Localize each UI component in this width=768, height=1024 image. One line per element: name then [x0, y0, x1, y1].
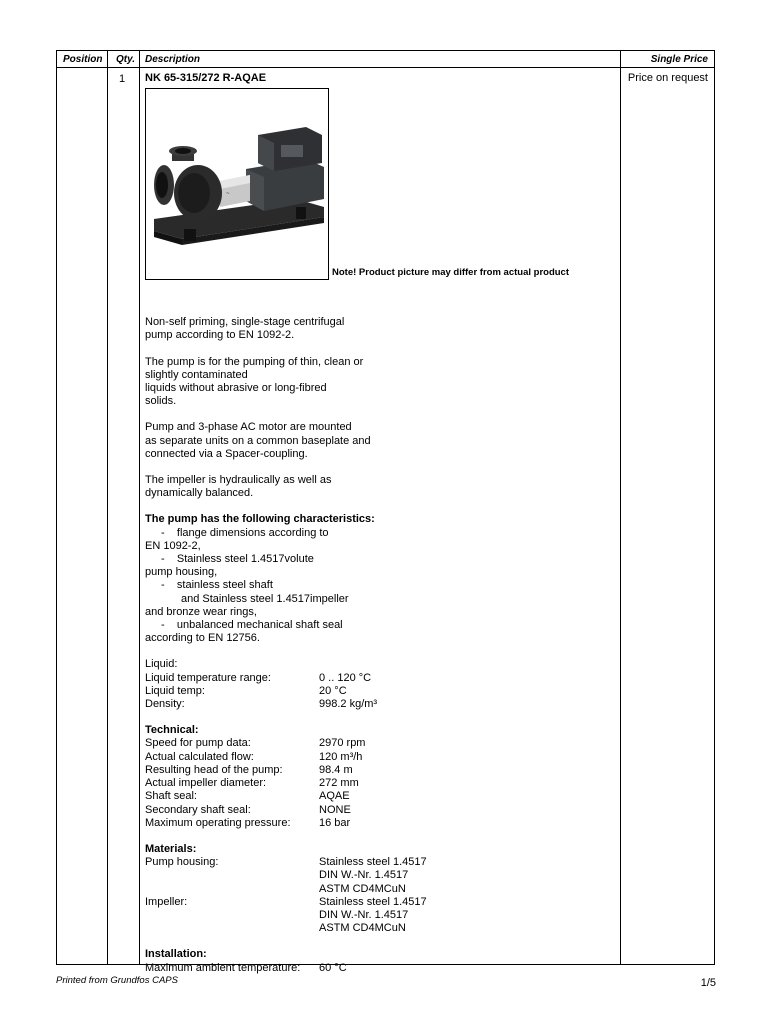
dash: - [161, 553, 165, 566]
intro-line-2: pump according to EN 1092-2. [145, 329, 295, 342]
characteristic-sub: and Stainless steel 1.4517impeller [181, 592, 349, 605]
dash: - [161, 526, 165, 539]
installation-heading: Installation: [145, 948, 207, 961]
spec-label: Speed for pump data: [145, 737, 251, 750]
spec-row [145, 737, 615, 750]
para3-line-3: connected via a Spacer-coupling. [145, 447, 308, 460]
characteristic-cont: pump housing, [145, 566, 218, 579]
page-number: 1/5 [700, 977, 716, 989]
column-divider-qty [139, 51, 140, 964]
spec-row [145, 751, 615, 764]
product-picture-frame [145, 88, 329, 280]
item-description [145, 72, 615, 975]
spec-row [145, 909, 615, 922]
spec-label: Secondary shaft seal: [145, 803, 251, 816]
spec-row [145, 764, 615, 777]
spec-row [145, 804, 615, 817]
quote-table [56, 50, 715, 974]
characteristic-item [145, 619, 615, 632]
materials-heading: Materials: [145, 842, 197, 855]
intro-line-1: Non-self priming, single-stage centrifugal [145, 316, 345, 329]
spec-row [145, 869, 615, 882]
para4-line-2: dynamically balanced. [145, 487, 254, 500]
spec-value: DIN W.-Nr. 1.4517 [319, 869, 409, 882]
characteristic-cont: and bronze wear rings, [145, 605, 257, 618]
column-divider-position [107, 51, 108, 964]
dash: - [161, 619, 165, 632]
para3-line-1: Pump and 3-phase AC motor are mounted [145, 421, 352, 434]
item-qty: 1 [119, 73, 126, 85]
spec-value: Stainless steel 1.4517 [319, 856, 427, 869]
spec-value: NONE [319, 803, 351, 816]
spec-row [145, 962, 615, 975]
spec-value: 998.2 kg/m³ [319, 698, 378, 711]
spec-label: Resulting head of the pump: [145, 763, 283, 776]
spec-value: 16 bar [319, 816, 351, 829]
svg-text:~: ~ [226, 191, 230, 198]
header-description: Description [145, 54, 201, 65]
header-divider [57, 67, 714, 68]
spec-row [145, 698, 615, 711]
technical-heading: Technical: [145, 724, 199, 737]
characteristic-text: stainless steel shaft [176, 579, 273, 592]
para2-line-1: The pump is for the pumping of thin, clean or [145, 355, 364, 368]
spec-label: Pump housing: [145, 856, 219, 869]
characteristics-heading: The pump has the following characteristics: [145, 513, 375, 526]
pump-product-image [146, 89, 328, 279]
liquid-heading: Liquid: [145, 658, 178, 671]
spec-value: 60 °C [319, 961, 347, 974]
spec-value: 120 m³/h [319, 750, 363, 763]
spec-label: Maximum operating pressure: [145, 816, 291, 829]
spec-row [145, 790, 615, 803]
para3-line-2: as separate units on a common baseplate and [145, 434, 371, 447]
spec-label: Actual impeller diameter: [145, 777, 267, 790]
spec-value: ASTM CD4MCuN [319, 882, 406, 895]
characteristic-cont: according to EN 12756. [145, 632, 260, 645]
spec-value: Stainless steel 1.4517 [319, 895, 427, 908]
spec-row [145, 672, 615, 685]
characteristic-text: Stainless steel 1.4517volute [176, 553, 314, 566]
column-divider-description [620, 51, 621, 964]
header-position: Position [63, 54, 103, 65]
spec-value: 98.4 m [319, 763, 353, 776]
para4-line-1: The impeller is hydraulically as well as [145, 474, 332, 487]
characteristic-item [145, 527, 615, 540]
characteristic-item [145, 579, 615, 592]
para2-line-4: solids. [145, 395, 177, 408]
spec-row [145, 883, 615, 896]
spec-label: Density: [145, 698, 185, 711]
spec-row [145, 777, 615, 790]
characteristic-item [145, 553, 615, 566]
spec-row [145, 817, 615, 830]
spec-label: Liquid temperature range: [145, 671, 271, 684]
spec-label: Shaft seal: [145, 790, 197, 803]
characteristic-cont: EN 1092-2, [145, 539, 201, 552]
spec-value: DIN W.-Nr. 1.4517 [319, 908, 409, 921]
item-price: Price on request [627, 72, 708, 84]
characteristic-text: unbalanced mechanical shaft seal [176, 619, 343, 632]
spec-row [145, 896, 615, 909]
spec-value: ASTM CD4MCuN [319, 922, 406, 935]
spec-label: Impeller: [145, 895, 188, 908]
spec-row [145, 922, 615, 935]
spec-label: Liquid temp: [145, 684, 205, 697]
picture-note: Note! Product picture may differ from actual product [332, 267, 569, 278]
spec-value: 20 °C [319, 684, 347, 697]
spec-value: 272 mm [319, 777, 359, 790]
product-title: NK 65-315/272 R-AQAE [145, 72, 267, 84]
spec-value: 0 .. 120 °C [319, 671, 372, 684]
dash: - [161, 579, 165, 592]
spec-label: Actual calculated flow: [145, 750, 254, 763]
spec-value: AQAE [319, 790, 350, 803]
para2-line-3: liquids without abrasive or long-fibred [145, 382, 327, 395]
header-single-price: Single Price [650, 54, 708, 65]
header-qty: Qty. [116, 54, 136, 65]
para2-line-2: slightly contaminated [145, 368, 248, 381]
spec-row [145, 685, 615, 698]
characteristic-text: flange dimensions according to [176, 526, 329, 539]
spec-label: Maximum ambient temperature: [145, 961, 301, 974]
spec-value: 2970 rpm [319, 737, 366, 750]
printed-from: Printed from Grundfos CAPS [56, 975, 178, 986]
spec-row [145, 856, 615, 869]
